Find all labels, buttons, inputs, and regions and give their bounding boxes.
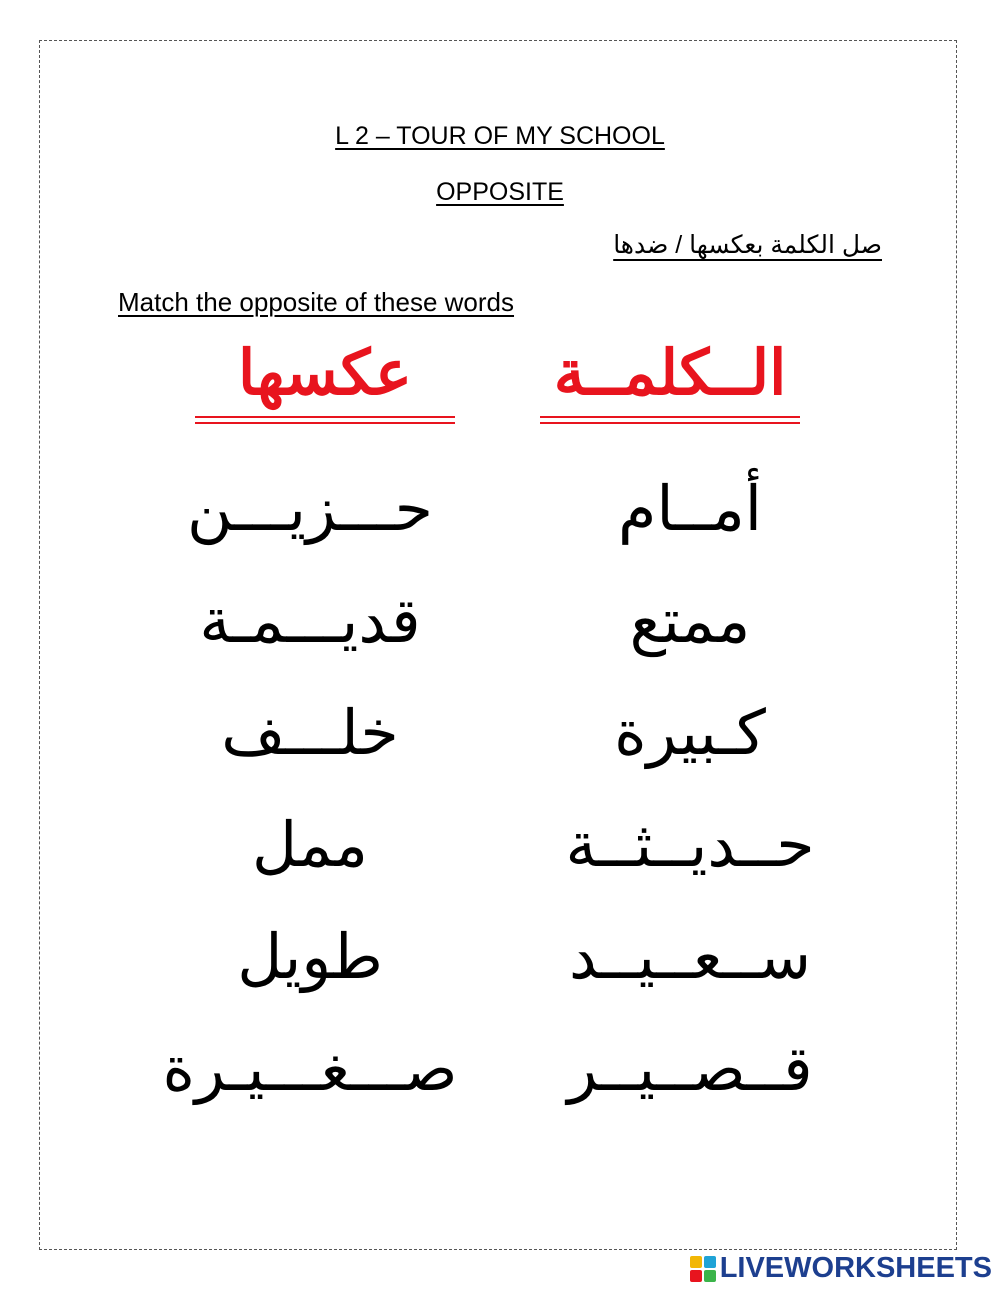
liveworksheets-brand: [690, 1252, 992, 1285]
worksheet-subtitle: OPPOSITE: [436, 178, 564, 206]
liveworksheets-logo-icon: [690, 1256, 716, 1282]
worksheet-title: L 2 – TOUR OF MY SCHOOL: [335, 122, 665, 150]
opposite-item[interactable]: صـــغـــيـرة: [162, 1035, 458, 1104]
logo-square: [690, 1270, 702, 1282]
logo-square: [690, 1256, 702, 1268]
logo-square: [704, 1270, 716, 1282]
instruction-arabic: صل الكلمة بعكسها / ضدها: [613, 231, 882, 259]
opposite-item[interactable]: قديـــمـة: [199, 587, 421, 656]
word-item[interactable]: قــصــيــر: [567, 1035, 813, 1104]
opposite-item[interactable]: ممل: [251, 811, 368, 880]
word-list: [520, 458, 860, 1130]
word-item[interactable]: ممتع: [629, 587, 751, 656]
opposite-column-header-underline: [195, 416, 455, 424]
word-column-header-underline: [540, 416, 800, 424]
word-item[interactable]: ســعــيــد: [568, 923, 812, 992]
opposite-item[interactable]: خلـــف: [221, 699, 399, 768]
opposite-item[interactable]: طويل: [237, 923, 383, 992]
opposite-column-header: [195, 336, 455, 424]
opposite-list: [140, 458, 480, 1130]
brand-name: LIVEWORKSHEETS: [719, 1252, 992, 1284]
word-item[interactable]: كـبيرة: [614, 699, 766, 768]
word-item[interactable]: أمــام: [617, 475, 763, 544]
word-column-header-label: الــكلمــة: [553, 339, 787, 408]
instruction-english: Match the opposite of these words: [118, 287, 515, 317]
logo-square: [704, 1256, 716, 1268]
word-item[interactable]: حــديــثــة: [565, 811, 815, 880]
opposite-column-header-label: عكسها: [237, 339, 412, 408]
word-column-header: [540, 336, 800, 424]
opposite-item[interactable]: حـــزيـــن: [187, 475, 433, 544]
